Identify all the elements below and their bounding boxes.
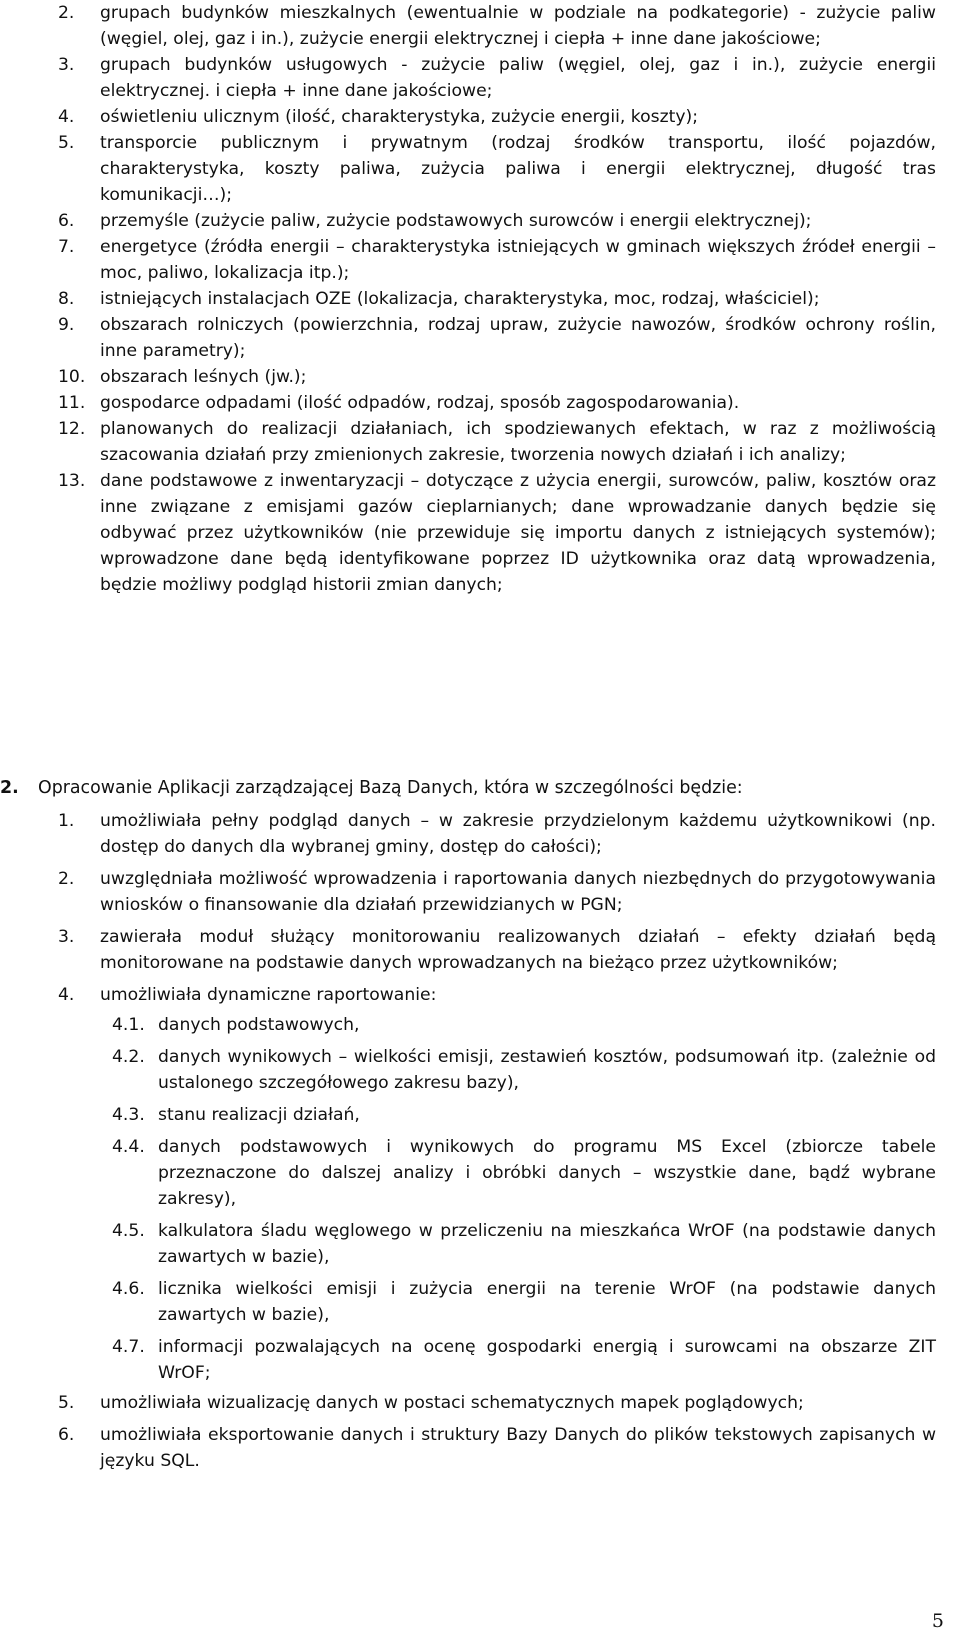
section-heading bbox=[0, 775, 960, 801]
item-text: umożliwiała pełny podgląd danych – w zakresie przydzielonym każdemu użytkownikowi (np. dostęp do danych dla wybranej gminy, dostęp do całości); bbox=[100, 811, 936, 857]
item-number: 4.1. bbox=[112, 1015, 145, 1035]
item-text: planowanych do realizacji działaniach, ich spodziewanych efektach, w raz z możliwością szacowania działań przy zmienionych zakresie, tworzenia nowych działań i ich analizy; bbox=[100, 419, 936, 465]
list-item bbox=[0, 208, 960, 234]
sub-list-item bbox=[0, 1334, 960, 1386]
item-number: 4.7. bbox=[112, 1337, 145, 1357]
item-text: umożliwiała wizualizację danych w postaci schematycznych mapek poglądowych; bbox=[100, 1393, 804, 1413]
sub-list-item bbox=[0, 1218, 960, 1270]
app-features-list bbox=[0, 808, 960, 1474]
item-text: uwzględniała możliwość wprowadzenia i raportowania danych niezbędnych do przygotowywania wniosków o finansowanie dla działań przewidzianych w PGN; bbox=[100, 869, 936, 915]
item-number: 4. bbox=[58, 107, 75, 127]
item-number: 4.2. bbox=[112, 1047, 145, 1067]
item-text: transporcie publicznym i prywatnym (rodzaj środków transportu, ilość pojazdów, charakterystyka, koszty paliwa, zużycia paliwa i energii elektrycznej, długość tras komunikacji…); bbox=[100, 133, 936, 205]
list-item bbox=[0, 234, 960, 286]
item-text: stanu realizacji działań, bbox=[158, 1105, 360, 1125]
item-number: 5. bbox=[58, 133, 75, 153]
item-text: grupach budynków usługowych - zużycie paliw (węgiel, olej, gaz i in.), zużycie energii elektrycznej. i ciepła + inne dane jakościowe; bbox=[100, 55, 936, 101]
item-number: 6. bbox=[58, 1425, 75, 1445]
page-number: 5 bbox=[931, 1610, 944, 1632]
sub-list-item bbox=[0, 1102, 960, 1128]
item-text: informacji pozwalających na ocenę gospodarki energią i surowcami na obszarze ZIT WrOF; bbox=[158, 1337, 936, 1383]
item-text: danych wynikowych – wielkości emisji, zestawień kosztów, podsumowań itp. (zależnie od ustalonego szczegółowego zakresu bazy), bbox=[158, 1047, 936, 1093]
item-text: grupach budynków mieszkalnych (ewentualnie w podziale na podkategorie) - zużycie paliw (węgiel, olej, gaz i in.), zużycie energii elektrycznej i ciepła + inne dane jakościowe; bbox=[100, 3, 936, 49]
item-text: zawierała moduł służący monitorowaniu realizowanych działań – efekty działań będą monitorowane na podstawie danych wprowadzanych na bieżąco przez użytkowników; bbox=[100, 927, 936, 973]
list-item bbox=[0, 1390, 960, 1416]
list-item bbox=[0, 312, 960, 364]
item-text: dane podstawowe z inwentaryzacji – dotyczące z użycia energii, surowców, paliw, kosztów oraz inne związane z emisjami gazów cieplarnianych; dane wprowadzanie danych będzie się odbywać przez użytkowników (nie przewiduje się importu danych z istniejących systemów); wprowadzone dane będą identyfikowane poprzez ID użytkownika oraz datą wprowadzenia, będzie możliwy podgląd historii zmian danych; bbox=[100, 471, 936, 595]
list-item bbox=[0, 286, 960, 312]
section-title: Opracowanie Aplikacji zarządzającej Bazą Danych, która w szczególności będzie: bbox=[38, 778, 743, 798]
section-2 bbox=[0, 775, 960, 801]
item-number: 8. bbox=[58, 289, 75, 309]
list-item bbox=[0, 130, 960, 208]
item-number: 7. bbox=[58, 237, 75, 257]
list-item bbox=[0, 364, 960, 390]
item-text: licznika wielkości emisji i zużycia energii na terenie WrOF (na podstawie danych zawartych w bazie), bbox=[158, 1279, 936, 1325]
item-number: 9. bbox=[58, 315, 75, 335]
item-text: umożliwiała dynamiczne raportowanie: bbox=[100, 985, 437, 1005]
sub-list-item bbox=[0, 1276, 960, 1328]
list-item bbox=[0, 390, 960, 416]
item-number: 13. bbox=[58, 471, 86, 491]
item-number: 11. bbox=[58, 393, 86, 413]
list-item bbox=[0, 866, 960, 918]
item-number: 12. bbox=[58, 419, 86, 439]
list-item bbox=[0, 808, 960, 860]
list-item bbox=[0, 104, 960, 130]
item-number: 3. bbox=[58, 55, 75, 75]
item-number: 10. bbox=[58, 367, 86, 387]
item-number: 4.3. bbox=[112, 1105, 145, 1125]
item-number: 2. bbox=[58, 3, 75, 23]
list-item bbox=[0, 0, 960, 52]
inventory-list bbox=[0, 0, 960, 598]
list-item bbox=[0, 52, 960, 104]
item-number: 1. bbox=[58, 811, 75, 831]
sub-list-item bbox=[0, 1012, 960, 1038]
item-text: obszarach rolniczych (powierzchnia, rodzaj upraw, zużycie nawozów, środków ochrony roślin, inne parametry); bbox=[100, 315, 936, 361]
list-item bbox=[0, 982, 960, 1008]
item-number: 3. bbox=[58, 927, 75, 947]
item-text: gospodarce odpadami (ilość odpadów, rodzaj, sposób zagospodarowania). bbox=[100, 393, 740, 413]
item-number: 5. bbox=[58, 1393, 75, 1413]
item-text: danych podstawowych i wynikowych do programu MS Excel (zbiorcze tabele przeznaczone do dalszej analizy i obróbki danych – wszystkie dane, bądź wybrane zakresy), bbox=[158, 1137, 936, 1209]
item-number: 4.4. bbox=[112, 1137, 145, 1157]
item-text: danych podstawowych, bbox=[158, 1015, 360, 1035]
item-text: umożliwiała eksportowanie danych i struktury Bazy Danych do plików tekstowych zapisanych w języku SQL. bbox=[100, 1425, 936, 1471]
item-text: obszarach leśnych (jw.); bbox=[100, 367, 307, 387]
item-number: 6. bbox=[58, 211, 75, 231]
list-item bbox=[0, 416, 960, 468]
item-number: 4.6. bbox=[112, 1279, 145, 1299]
list-item bbox=[0, 1422, 960, 1474]
item-text: oświetleniu ulicznym (ilość, charakterystyka, zużycie energii, koszty); bbox=[100, 107, 699, 127]
section-number: 2. bbox=[0, 778, 19, 798]
list-item bbox=[0, 924, 960, 976]
item-text: energetyce (źródła energii – charakterystyka istniejących w gminach większych źródeł energii – moc, paliwo, lokalizacja itp.); bbox=[100, 237, 936, 283]
list-item bbox=[0, 468, 960, 598]
item-text: kalkulatora śladu węglowego w przeliczeniu na mieszkańca WrOF (na podstawie danych zawartych w bazie), bbox=[158, 1221, 936, 1267]
sub-list-item bbox=[0, 1044, 960, 1096]
item-number: 4. bbox=[58, 985, 75, 1005]
item-text: istniejących instalacjach OZE (lokalizacja, charakterystyka, moc, rodzaj, właściciel); bbox=[100, 289, 820, 309]
item-number: 2. bbox=[58, 869, 75, 889]
item-text: przemyśle (zużycie paliw, zużycie podstawowych surowców i energii elektrycznej); bbox=[100, 211, 812, 231]
sub-list-item bbox=[0, 1134, 960, 1212]
item-number: 4.5. bbox=[112, 1221, 145, 1241]
